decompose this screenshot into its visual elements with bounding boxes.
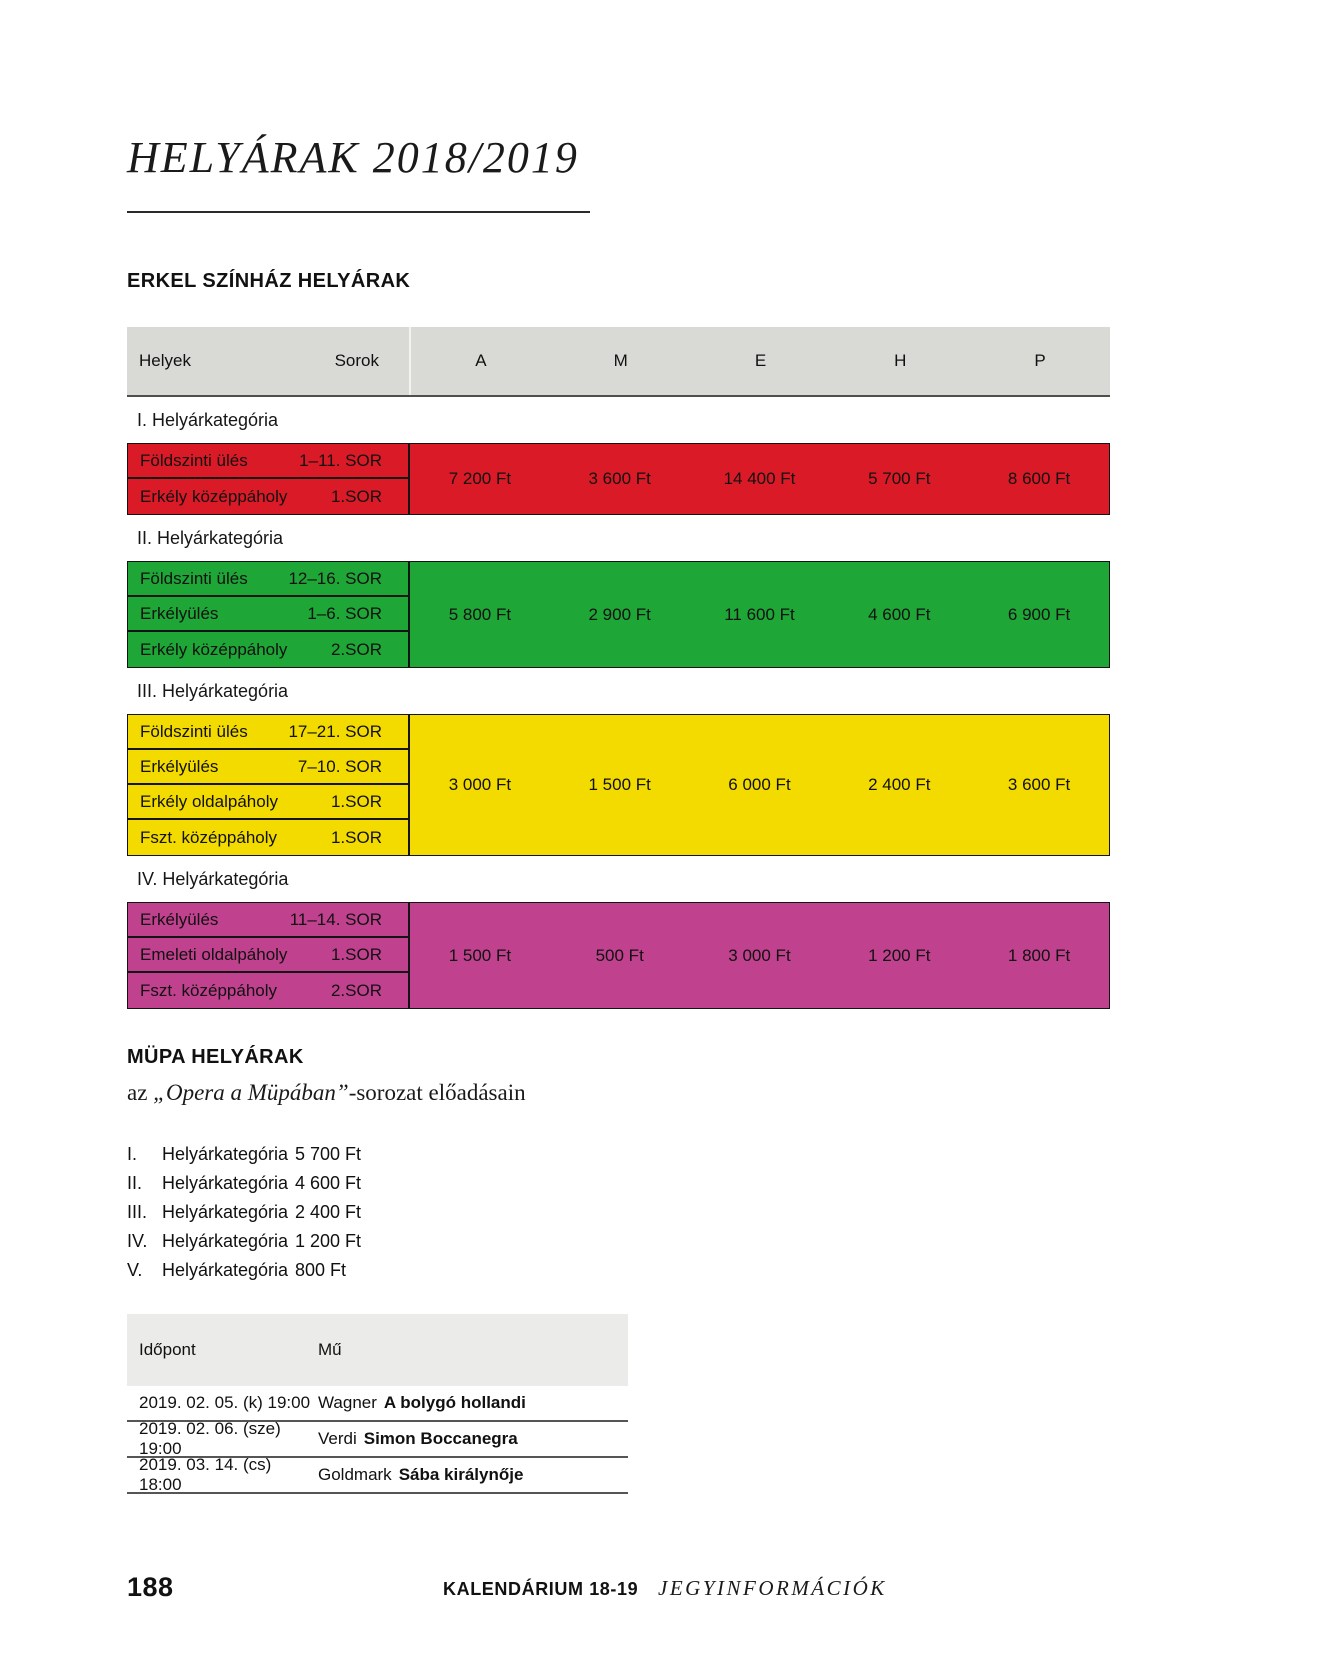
category-block: [127, 561, 1110, 668]
seat-rows-range: 12–16. SOR: [288, 568, 382, 588]
seat-rows-range: 1.SOR: [330, 486, 382, 506]
composer-name: Goldmark: [318, 1465, 392, 1484]
category-prices: [410, 903, 1109, 1008]
price-category-section: [127, 856, 1110, 1009]
category-label: II. Helyárkategória: [137, 527, 284, 548]
column-header-day-p: P: [1034, 351, 1046, 370]
mupa-price-row: [127, 1227, 447, 1256]
seat-location: Erkély középpáholy: [140, 486, 288, 506]
price-value: 3 000 Ft: [728, 945, 791, 965]
performance-work: [318, 1429, 518, 1449]
mupa-price-row: [127, 1198, 447, 1227]
seat-row: [128, 820, 408, 855]
column-header-sorok: Sorok: [334, 351, 379, 370]
category-rows: [128, 715, 410, 855]
mupa-price-row: [127, 1256, 447, 1285]
category-label: III. Helyárkategória: [137, 680, 289, 701]
column-header-day-m: M: [613, 351, 628, 370]
seat-row: [128, 973, 408, 1008]
seat-location: Erkélyülés: [140, 756, 219, 776]
category-price: 1 200 Ft: [295, 1231, 362, 1251]
performance-row: [127, 1419, 628, 1458]
seat-rows-range: 7–10. SOR: [297, 756, 382, 776]
seat-rows-range: 1.SOR: [330, 791, 382, 811]
performance-datetime: 2019. 02. 06. (sze) 19:00: [139, 1419, 281, 1458]
category-block: [127, 714, 1110, 856]
column-header-mu: Mű: [318, 1340, 342, 1359]
category-prices: [410, 444, 1109, 514]
price-value: 4 600 Ft: [868, 604, 931, 624]
schedule-table: [127, 1314, 628, 1494]
category-price: 2 400 Ft: [295, 1202, 362, 1222]
performance-work: [318, 1465, 523, 1485]
category-prices: [410, 562, 1109, 667]
price-value: 500 Ft: [595, 945, 644, 965]
price-value: 5 800 Ft: [448, 604, 512, 624]
erkel-table-header: [127, 327, 1110, 397]
column-header-idopont: Időpont: [139, 1340, 196, 1359]
footer-section-label: JEGYINFORMÁCIÓK: [658, 1576, 887, 1600]
price-value: 3 600 Ft: [588, 469, 651, 488]
seat-location: Erkélyülés: [140, 603, 219, 623]
column-header-helyek: Helyek: [139, 351, 191, 370]
price-value: 1 800 Ft: [1007, 945, 1071, 965]
category-price: 4 600 Ft: [295, 1173, 362, 1193]
price-category-section: [127, 668, 1110, 856]
seat-location: Földszinti ülés: [140, 568, 248, 588]
erkel-section-heading: ERKEL SZÍNHÁZ HELYÁRAK: [127, 270, 411, 292]
price-value: 2 400 Ft: [868, 775, 931, 794]
category-rows: [128, 562, 410, 667]
seat-row: [128, 938, 408, 973]
price-category-section: [127, 397, 1110, 515]
category-numeral: II.: [127, 1173, 143, 1193]
schedule-rows: [127, 1386, 628, 1494]
price-value: 6 900 Ft: [1007, 604, 1071, 624]
mupa-price-list: [127, 1140, 447, 1285]
mupa-price-row: [127, 1140, 447, 1169]
category-name: Helyárkategória: [162, 1202, 289, 1222]
erkel-header-left: [127, 327, 409, 395]
category-block: [127, 902, 1110, 1009]
performance-row: [127, 1386, 628, 1422]
price-value: 1 500 Ft: [448, 945, 512, 965]
seat-row: [128, 785, 408, 820]
seat-rows-range: 1.SOR: [330, 827, 382, 847]
erkel-price-table: [127, 327, 1110, 1009]
performance-datetime: 2019. 02. 05. (k) 19:00: [139, 1393, 311, 1412]
seat-location: Földszinti ülés: [140, 721, 248, 741]
category-numeral: III.: [127, 1202, 148, 1222]
work-title: Sába királynője: [398, 1465, 524, 1484]
performance-work: [318, 1393, 526, 1413]
column-header-day-e: E: [754, 351, 767, 370]
seat-location: Erkély oldalpáholy: [140, 791, 278, 811]
seat-rows-range: 17–21. SOR: [288, 721, 382, 741]
price-value: 2 900 Ft: [588, 604, 651, 624]
schedule-header: [127, 1314, 628, 1386]
seat-location: Fszt. középpáholy: [140, 827, 278, 847]
category-name: Helyárkategória: [162, 1144, 289, 1164]
category-numeral: I.: [127, 1144, 138, 1164]
seat-row: [128, 750, 408, 785]
seat-rows-range: 2.SOR: [330, 980, 382, 1000]
price-value: 7 200 Ft: [448, 469, 512, 488]
composer-name: Wagner: [318, 1393, 377, 1412]
category-numeral: V.: [127, 1260, 143, 1280]
seat-row: [128, 632, 408, 667]
category-rows: [128, 444, 410, 514]
seat-rows-range: 1–6. SOR: [307, 603, 382, 623]
footer-publication-label: KALENDÁRIUM 18-19: [443, 1579, 639, 1599]
seat-location: Emeleti oldalpáholy: [140, 944, 288, 964]
page-title: HELYÁRAK 2018/2019: [127, 133, 579, 182]
column-header-day-a: A: [475, 351, 487, 370]
work-title: Simon Boccanegra: [363, 1429, 518, 1448]
seat-location: Erkély középpáholy: [140, 639, 288, 659]
seat-location: Fszt. középpáholy: [140, 980, 278, 1000]
seat-row: [128, 479, 408, 514]
mupa-subtitle-prefix: az: [127, 1080, 154, 1105]
erkel-categories: [127, 397, 1110, 1009]
seat-row: [128, 903, 408, 938]
seat-rows-range: 2.SOR: [330, 639, 382, 659]
price-value: 1 500 Ft: [588, 775, 651, 794]
erkel-header-days: [409, 327, 1110, 395]
composer-name: Verdi: [318, 1429, 357, 1448]
seat-rows-range: 1–11. SOR: [299, 450, 382, 470]
mupa-subtitle-suffix: -sorozat előadásain: [348, 1080, 526, 1105]
price-category-section: [127, 515, 1110, 668]
price-value: 3 600 Ft: [1007, 775, 1071, 794]
category-block: [127, 443, 1110, 515]
category-price: 800 Ft: [295, 1260, 347, 1280]
category-price: 5 700 Ft: [295, 1144, 362, 1164]
performance-datetime: 2019. 03. 14. (cs) 18:00: [139, 1455, 272, 1494]
mupa-subtitle-series-name: „Opera a Müpában”: [153, 1080, 349, 1105]
column-header-day-h: H: [894, 351, 907, 370]
category-name: Helyárkategória: [162, 1260, 289, 1280]
seat-row: [128, 597, 408, 632]
mupa-subtitle: [127, 1080, 526, 1106]
price-value: 3 000 Ft: [448, 775, 512, 794]
category-name: Helyárkategória: [162, 1231, 289, 1251]
title-rule: [127, 211, 590, 213]
mupa-price-row: [127, 1169, 447, 1198]
price-value: 5 700 Ft: [868, 469, 931, 488]
category-numeral: IV.: [127, 1231, 148, 1251]
price-value: 14 400 Ft: [723, 469, 796, 488]
price-value: 8 600 Ft: [1007, 469, 1071, 488]
category-label: IV. Helyárkategória: [137, 868, 289, 889]
performance-row: [127, 1455, 628, 1494]
mupa-section-heading: MÜPA HELYÁRAK: [127, 1046, 304, 1068]
category-rows: [128, 903, 410, 1008]
seat-location: Földszinti ülés: [140, 450, 248, 470]
seat-rows-range: 1.SOR: [330, 944, 382, 964]
footer-page-number: 188: [127, 1572, 174, 1602]
seat-rows-range: 11–14. SOR: [289, 909, 382, 929]
category-prices: [410, 715, 1109, 855]
seat-row: [128, 562, 408, 597]
category-name: Helyárkategória: [162, 1173, 289, 1193]
category-label: I. Helyárkategória: [137, 409, 279, 430]
seat-row: [128, 715, 408, 750]
work-title: A bolygó hollandi: [383, 1393, 526, 1412]
seat-location: Erkélyülés: [140, 909, 219, 929]
price-value: 11 600 Ft: [724, 604, 795, 624]
price-value: 1 200 Ft: [868, 945, 931, 965]
seat-row: [128, 444, 408, 479]
price-value: 6 000 Ft: [728, 775, 791, 794]
